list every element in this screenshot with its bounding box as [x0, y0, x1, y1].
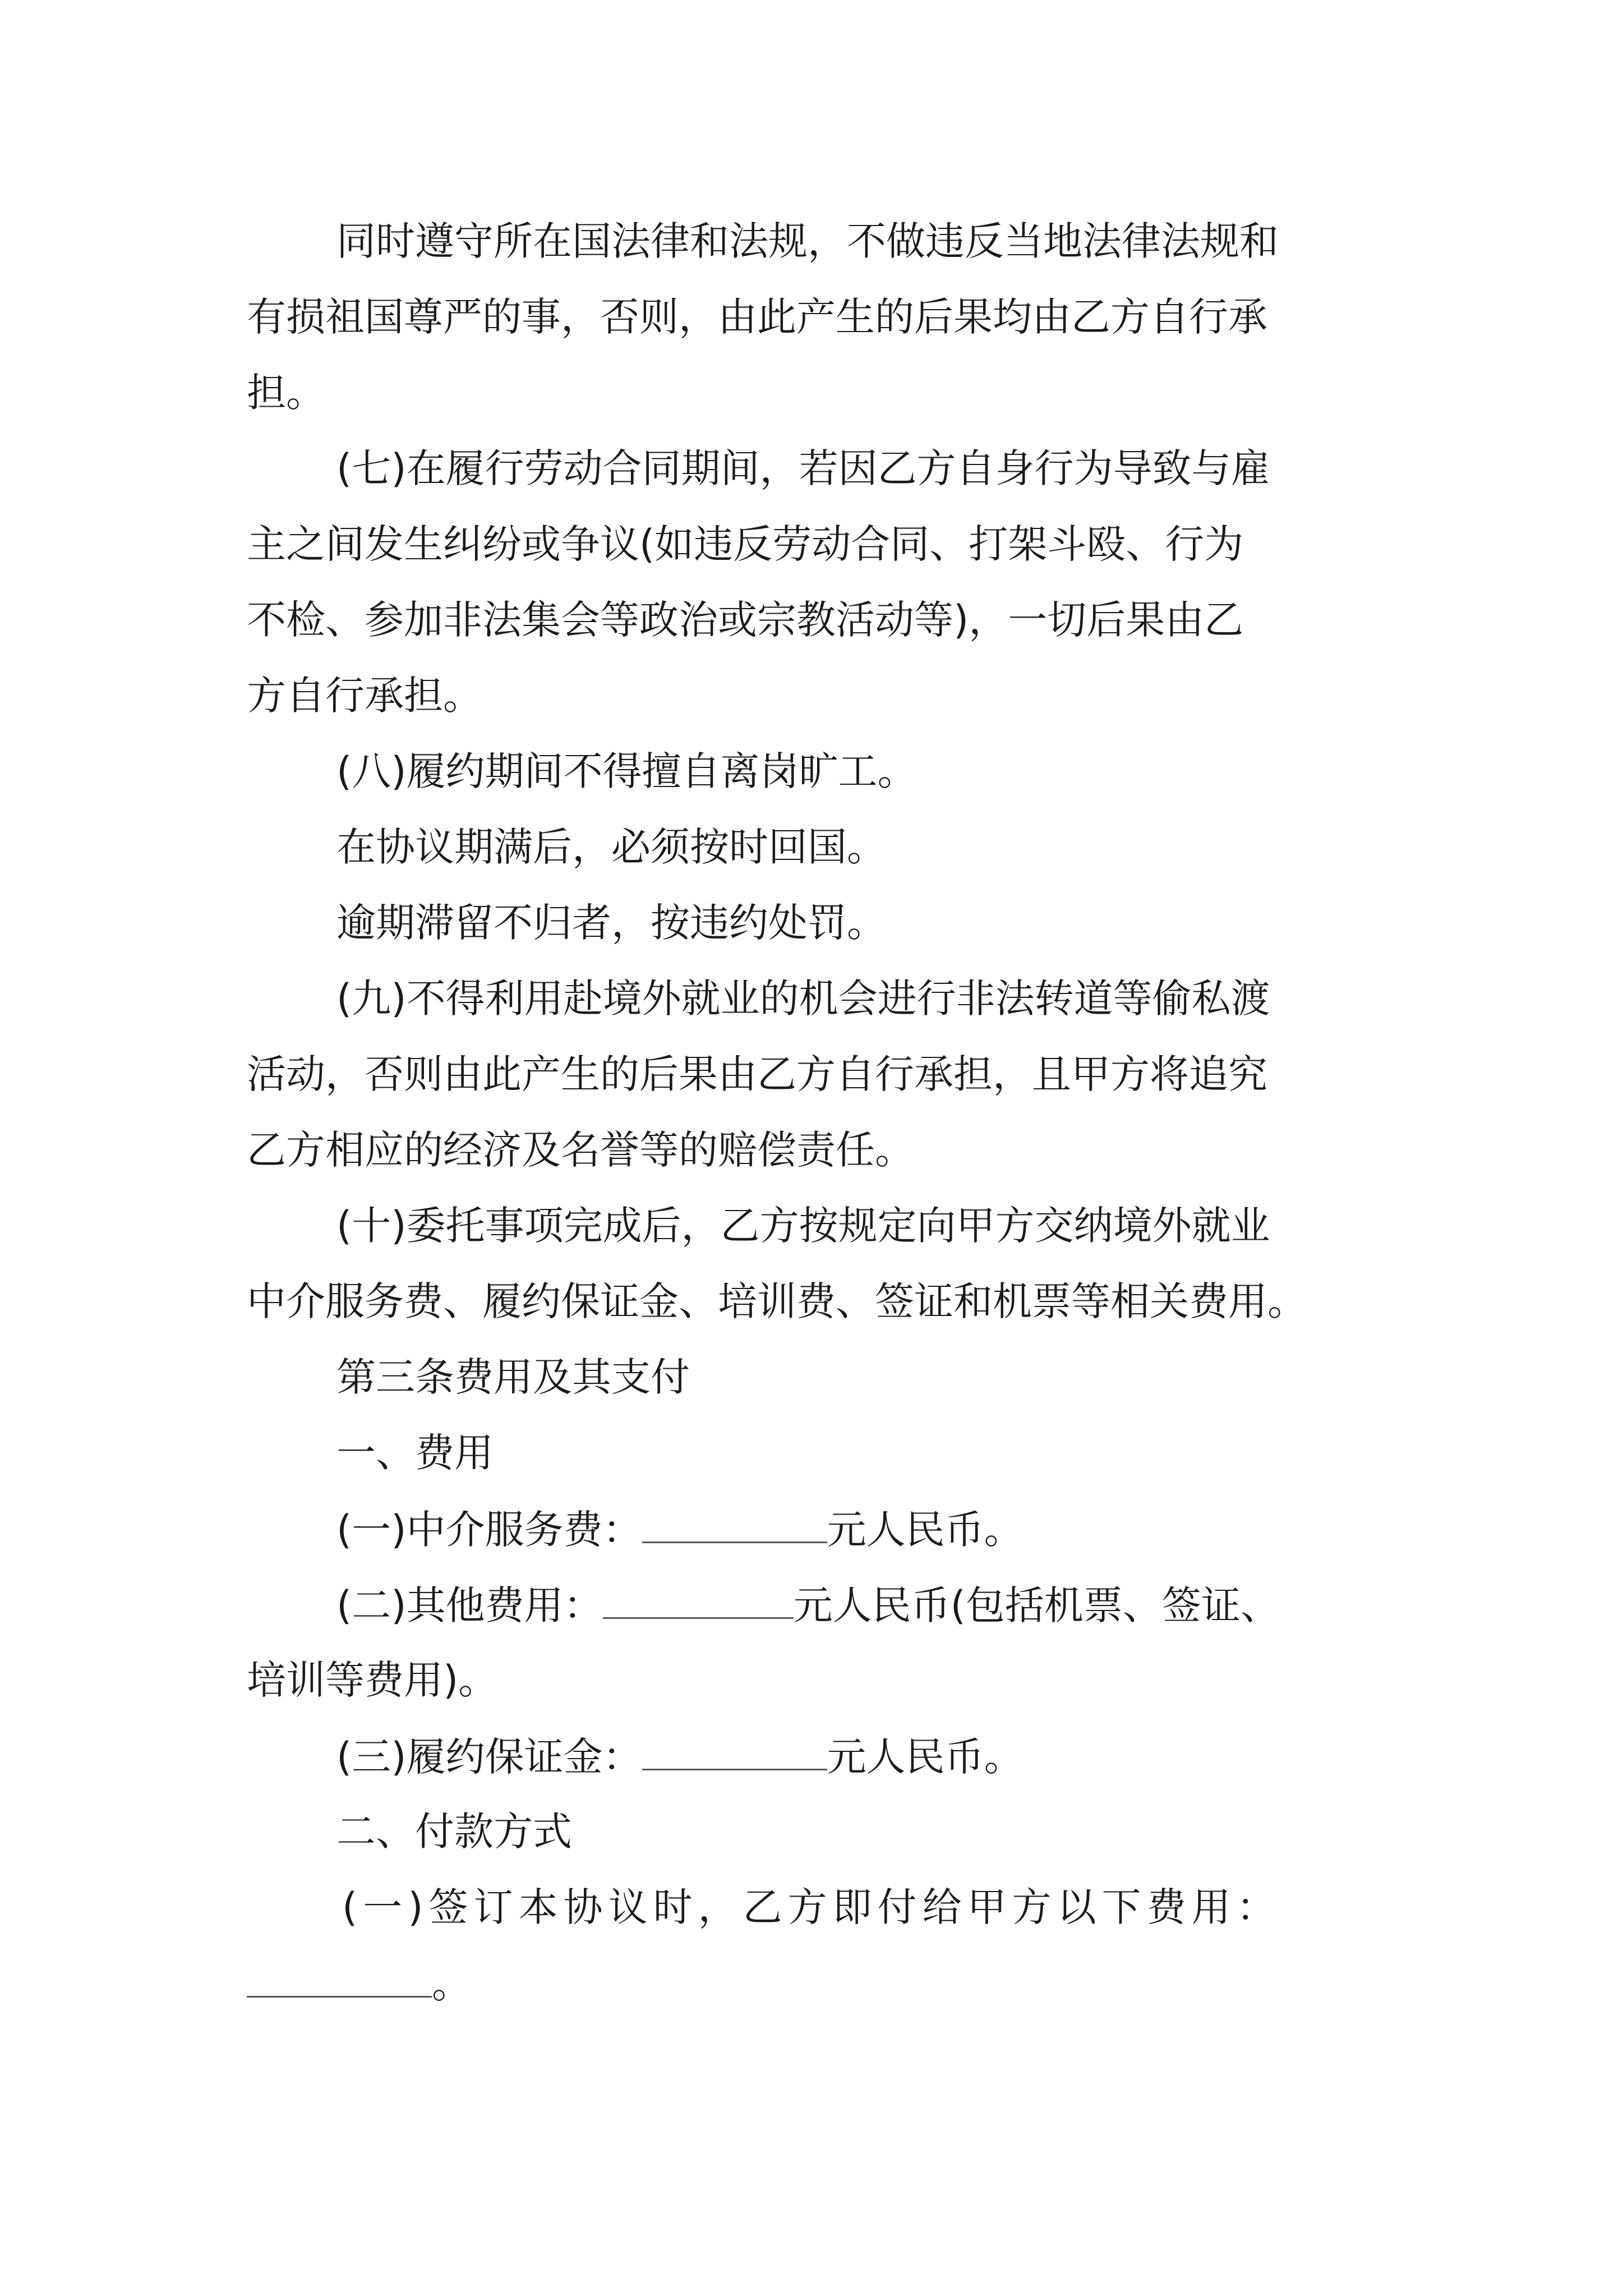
paragraph-line: 活动，否则由此产生的后果由乙方自行承担，且甲方将追究: [247, 1051, 1267, 1097]
paragraph-line: 逾期滞留不归者，按违约处罚。: [336, 900, 886, 946]
fee-unit: 元人民币。: [827, 1507, 1023, 1553]
paragraph-line: 同时遵守所在国法律和法规，不做违反当地法律法规和: [336, 218, 1279, 264]
paragraph-line: 有损祖国尊严的事，否则，由此产生的后果均由乙方自行承: [247, 294, 1267, 340]
paragraph-line: 在协议期满后，必须按时回国。: [336, 824, 886, 870]
section-heading: 第三条费用及其支付: [336, 1354, 690, 1400]
fee-line-service: [336, 1507, 1023, 1553]
subsection-heading: 一、费用: [336, 1430, 494, 1476]
paragraph-line: 不检、参加非法集会等政治或宗教活动等)，一切后果由乙: [247, 597, 1244, 643]
blank-field: [642, 1736, 827, 1770]
fee-label: (一)中介服务费：: [336, 1507, 642, 1553]
terminal-punctuation: 。: [432, 1961, 471, 2007]
fee-unit: 元人民币(包括机票、签证、: [793, 1582, 1280, 1628]
blank-field: [603, 1585, 794, 1619]
fee-label: (二)其他费用：: [336, 1582, 603, 1628]
blank-field: [642, 1509, 827, 1543]
fee-line-deposit: [336, 1734, 1023, 1780]
blank-field: [247, 1963, 432, 1998]
paragraph-line: 方自行承担。: [247, 673, 482, 719]
payment-blank-line: [247, 1961, 471, 2007]
fee-label: (三)履约保证金：: [336, 1734, 642, 1780]
paragraph-line: (十)委托事项完成后，乙方按规定向甲方交纳境外就业: [336, 1203, 1270, 1249]
paragraph-line: (八)履约期间不得擅自离岗旷工。: [336, 748, 917, 794]
paragraph-line: 担。: [247, 370, 325, 416]
paragraph-line: (七)在履行劳动合同期间，若因乙方自身行为导致与雇: [336, 445, 1270, 491]
paragraph-line: 中介服务费、履约保证金、培训费、签证和机票等相关费用。: [247, 1278, 1307, 1324]
paragraph-line: (九)不得利用赴境外就业的机会进行非法转道等偷私渡: [336, 976, 1270, 1022]
paragraph-line: 乙方相应的经济及名誉等的赔偿责任。: [247, 1127, 914, 1173]
fee-unit: 元人民币。: [827, 1734, 1023, 1780]
paragraph-line: 培训等费用)。: [247, 1657, 498, 1703]
subsection-heading: 二、付款方式: [336, 1809, 572, 1855]
payment-item-line: (一)签订本协议时，乙方即付给甲方以下费用：: [342, 1884, 1281, 1930]
fee-line-other: [336, 1582, 1280, 1628]
paragraph-line: 主之间发生纠纷或争议(如违反劳动合同、打架斗殴、行为: [247, 521, 1244, 567]
